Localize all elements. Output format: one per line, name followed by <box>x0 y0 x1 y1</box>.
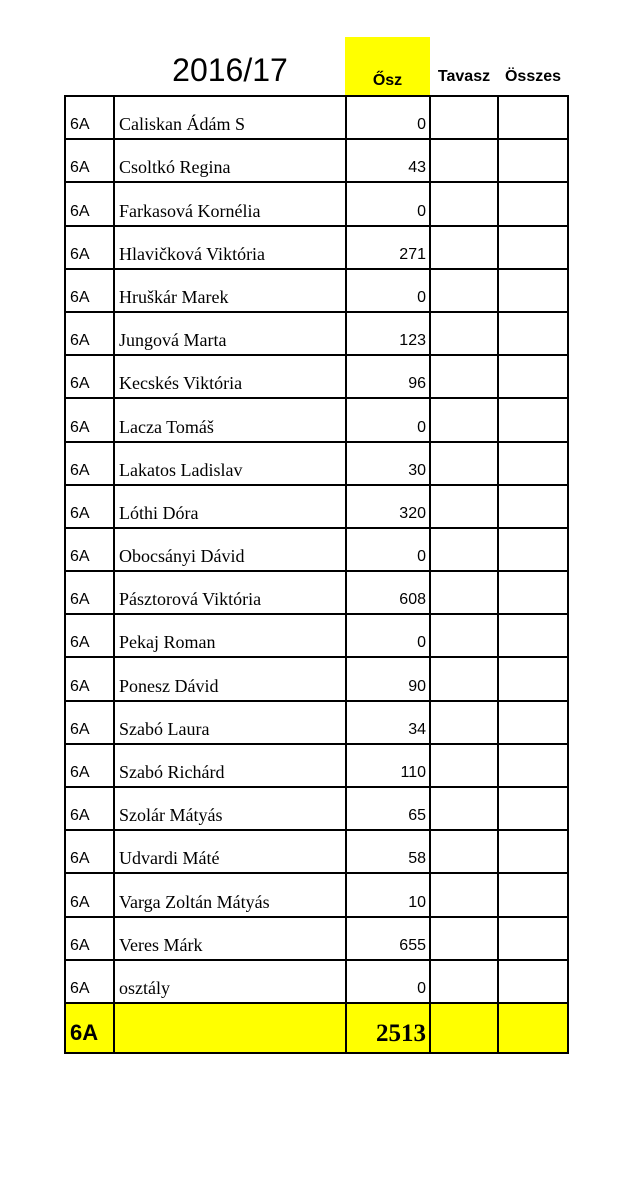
tavasz-cell <box>430 182 498 225</box>
table-row <box>65 873 568 916</box>
tavasz-cell <box>430 744 498 787</box>
osszes-cell <box>498 787 568 830</box>
tavasz-cell <box>430 873 498 916</box>
tavasz-cell <box>430 657 498 700</box>
name-cell: Pásztorová Viktória <box>114 571 346 614</box>
tavasz-cell <box>430 398 498 441</box>
name-cell: Kecskés Viktória <box>114 355 346 398</box>
header-osszes: Összes <box>504 68 562 85</box>
osz-cell: 320 <box>346 485 430 528</box>
table-row <box>65 571 568 614</box>
tavasz-cell <box>430 355 498 398</box>
class-cell: 6A <box>65 830 114 873</box>
osz-cell: 0 <box>346 96 430 139</box>
name-cell: Hlavičková Viktória <box>114 226 346 269</box>
year-title: 2016/17 <box>172 52 288 88</box>
name-cell: Lakatos Ladislav <box>114 442 346 485</box>
osz-cell: 110 <box>346 744 430 787</box>
osz-cell: 271 <box>346 226 430 269</box>
class-cell: 6A <box>65 312 114 355</box>
osszes-cell <box>498 269 568 312</box>
tavasz-cell <box>430 701 498 744</box>
osz-cell: 10 <box>346 873 430 916</box>
table-row <box>65 657 568 700</box>
table-row <box>65 96 568 139</box>
osszes-cell <box>498 701 568 744</box>
osszes-cell <box>498 226 568 269</box>
score-table <box>64 95 569 1054</box>
osz-cell: 90 <box>346 657 430 700</box>
header-osz-label: Ősz <box>372 72 403 89</box>
name-cell: osztály <box>114 960 346 1003</box>
osszes-cell <box>498 182 568 225</box>
tavasz-cell <box>430 226 498 269</box>
osszes-cell <box>498 485 568 528</box>
osszes-cell <box>498 398 568 441</box>
osszes-cell <box>498 657 568 700</box>
osszes-cell <box>498 960 568 1003</box>
class-cell: 6A <box>65 398 114 441</box>
osz-cell: 608 <box>346 571 430 614</box>
class-cell: 6A <box>65 614 114 657</box>
osz-cell: 34 <box>346 701 430 744</box>
class-cell: 6A <box>65 657 114 700</box>
osszes-cell <box>498 355 568 398</box>
class-cell: 6A <box>65 96 114 139</box>
tavasz-cell <box>430 485 498 528</box>
osszes-cell <box>498 830 568 873</box>
tavasz-cell <box>430 571 498 614</box>
name-cell: Lóthi Dóra <box>114 485 346 528</box>
osz-cell: 0 <box>346 614 430 657</box>
name-cell: Caliskan Ádám S <box>114 96 346 139</box>
table-row <box>65 744 568 787</box>
table-row <box>65 139 568 182</box>
osz-cell: 0 <box>346 528 430 571</box>
class-cell: 6A <box>65 528 114 571</box>
class-cell: 6A <box>65 485 114 528</box>
table-row <box>65 355 568 398</box>
osz-cell: 30 <box>346 442 430 485</box>
table-row <box>65 528 568 571</box>
table-row <box>65 614 568 657</box>
table-row <box>65 182 568 225</box>
class-cell: 6A <box>65 355 114 398</box>
osz-cell: 65 <box>346 787 430 830</box>
class-cell: 6A <box>65 873 114 916</box>
name-cell: Jungová Marta <box>114 312 346 355</box>
table-row <box>65 269 568 312</box>
class-cell: 6A <box>65 182 114 225</box>
table-row <box>65 830 568 873</box>
name-cell: Pekaj Roman <box>114 614 346 657</box>
name-cell: Ponesz Dávid <box>114 657 346 700</box>
osszes-cell <box>498 917 568 960</box>
name-cell: Veres Márk <box>114 917 346 960</box>
class-cell: 6A <box>65 917 114 960</box>
osz-cell: 123 <box>346 312 430 355</box>
tavasz-cell <box>430 614 498 657</box>
total-osszes-cell <box>498 1003 568 1053</box>
osszes-cell <box>498 312 568 355</box>
name-cell: Szabó Laura <box>114 701 346 744</box>
table-row <box>65 442 568 485</box>
osz-cell: 0 <box>346 182 430 225</box>
class-cell: 6A <box>65 787 114 830</box>
name-cell: Udvardi Máté <box>114 830 346 873</box>
osszes-cell <box>498 614 568 657</box>
osz-cell: 96 <box>346 355 430 398</box>
osz-cell: 43 <box>346 139 430 182</box>
osszes-cell <box>498 873 568 916</box>
header-tavasz: Tavasz <box>437 68 491 85</box>
tavasz-cell <box>430 312 498 355</box>
total-name-cell <box>114 1003 346 1053</box>
osszes-cell <box>498 442 568 485</box>
osz-cell: 0 <box>346 960 430 1003</box>
tavasz-cell <box>430 917 498 960</box>
total-tavasz-cell <box>430 1003 498 1053</box>
class-cell: 6A <box>65 701 114 744</box>
class-cell: 6A <box>65 442 114 485</box>
class-cell: 6A <box>65 269 114 312</box>
table-row <box>65 960 568 1003</box>
class-cell: 6A <box>65 744 114 787</box>
table-row <box>65 226 568 269</box>
name-cell: Csoltkó Regina <box>114 139 346 182</box>
name-cell: Obocsányi Dávid <box>114 528 346 571</box>
osz-cell: 58 <box>346 830 430 873</box>
name-cell: Hruškár Marek <box>114 269 346 312</box>
tavasz-cell <box>430 96 498 139</box>
osszes-cell <box>498 571 568 614</box>
table-row <box>65 787 568 830</box>
total-row <box>65 1003 568 1053</box>
osszes-cell <box>498 744 568 787</box>
class-cell: 6A <box>65 139 114 182</box>
tavasz-cell <box>430 787 498 830</box>
total-osz-cell: 2513 <box>346 1003 430 1053</box>
class-cell: 6A <box>65 571 114 614</box>
name-cell: Szolár Mátyás <box>114 787 346 830</box>
table-row <box>65 485 568 528</box>
tavasz-cell <box>430 269 498 312</box>
table-row <box>65 917 568 960</box>
class-cell: 6A <box>65 960 114 1003</box>
osz-cell: 0 <box>346 269 430 312</box>
osszes-cell <box>498 139 568 182</box>
osszes-cell <box>498 528 568 571</box>
table-row <box>65 312 568 355</box>
osz-cell: 655 <box>346 917 430 960</box>
name-cell: Szabó Richárd <box>114 744 346 787</box>
tavasz-cell <box>430 528 498 571</box>
tavasz-cell <box>430 442 498 485</box>
tavasz-cell <box>430 830 498 873</box>
tavasz-cell <box>430 139 498 182</box>
tavasz-cell <box>430 960 498 1003</box>
name-cell: Farkasová Kornélia <box>114 182 346 225</box>
osz-cell: 0 <box>346 398 430 441</box>
table-row <box>65 398 568 441</box>
total-class-cell: 6A <box>65 1003 114 1053</box>
osszes-cell <box>498 96 568 139</box>
name-cell: Lacza Tomáš <box>114 398 346 441</box>
header-osz <box>345 37 430 95</box>
name-cell: Varga Zoltán Mátyás <box>114 873 346 916</box>
table-row <box>65 701 568 744</box>
class-cell: 6A <box>65 226 114 269</box>
